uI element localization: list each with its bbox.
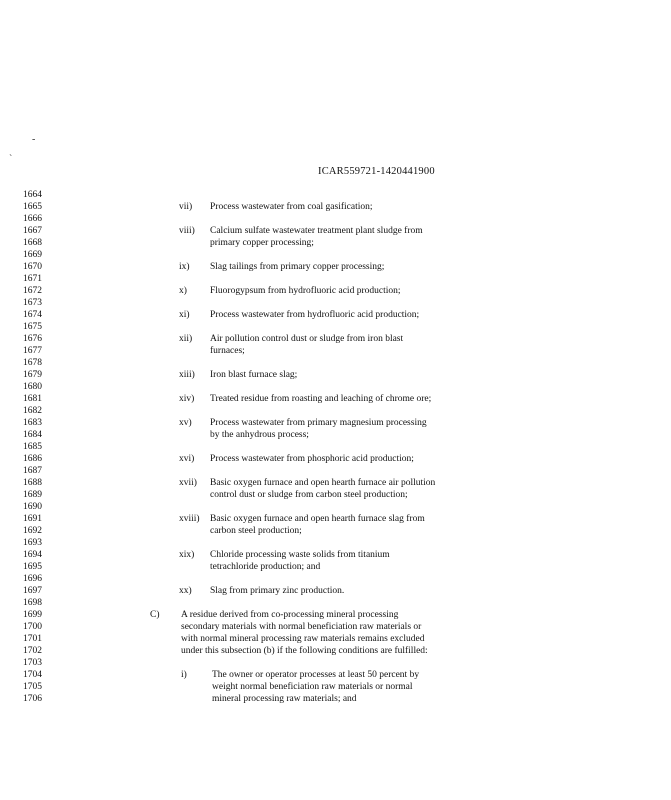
item-label: xvii) (179, 478, 197, 488)
line-number: 1671 (23, 274, 42, 284)
subitem-label: i) (181, 670, 187, 680)
line-number: 1673 (23, 298, 42, 308)
line-number: 1680 (23, 382, 42, 392)
item-text: Basic oxygen furnace and open hearth furnace air pollution (210, 478, 436, 488)
item-label: vii) (179, 202, 193, 212)
item-text: Chloride processing waste solids from titanium (210, 550, 390, 560)
subitem-text: The owner or operator processes at least 50 percent by (212, 670, 420, 680)
line-number: 1665 (23, 202, 42, 212)
line-number: 1703 (23, 658, 42, 668)
line-number: 1701 (23, 634, 42, 644)
line-number: 1684 (23, 430, 42, 440)
item-label: x) (179, 286, 187, 296)
line-number: 1681 (23, 394, 42, 404)
subitem-text: weight normal beneficiation raw materials or normal (212, 682, 413, 692)
item-label: xiii) (179, 370, 195, 380)
scan-mark: - (32, 134, 36, 145)
line-number: 1687 (23, 466, 42, 476)
line-number: 1696 (23, 574, 42, 584)
line-number: 1675 (23, 322, 42, 332)
line-number: 1678 (23, 358, 42, 368)
item-text: Process wastewater from phosphoric acid production; (210, 454, 414, 464)
item-text: Slag tailings from primary copper processing; (210, 262, 385, 272)
line-number: 1669 (23, 250, 42, 260)
item-text: primary copper processing; (210, 238, 314, 248)
line-number: 1682 (23, 406, 42, 416)
item-label: xix) (179, 550, 195, 560)
item-label: ix) (179, 262, 190, 272)
item-label: xiv) (179, 394, 195, 404)
line-number: 1672 (23, 286, 42, 296)
line-number: 1690 (23, 502, 42, 512)
line-number: 1700 (23, 622, 42, 632)
item-text: Fluorogypsum from hydrofluoric acid production; (210, 286, 401, 296)
line-number: 1704 (23, 670, 42, 680)
line-number: 1683 (23, 418, 42, 428)
item-text: Process wastewater from coal gasification; (210, 202, 373, 212)
section-text: under this subsection (b) if the following conditions are fulfilled: (181, 646, 428, 656)
line-number: 1694 (23, 550, 42, 560)
item-text: by the anhydrous process; (210, 430, 309, 440)
line-number: 1677 (23, 346, 42, 356)
item-text: tetrachloride production; and (210, 562, 321, 572)
item-label: xvi) (179, 454, 195, 464)
item-label: viii) (179, 226, 195, 236)
item-label: xv) (179, 418, 192, 428)
section-text: secondary materials with normal beneficiation raw materials or (181, 622, 422, 632)
scan-mark: ` (9, 154, 13, 165)
item-text: Calcium sulfate wastewater treatment plant sludge from (210, 226, 423, 236)
line-number: 1676 (23, 334, 42, 344)
item-text: Air pollution control dust or sludge from iron blast (210, 334, 404, 344)
section-text: with normal mineral processing raw materials remains excluded (181, 634, 425, 644)
section-label: C) (150, 610, 160, 620)
item-text: Process wastewater from primary magnesium processing (210, 418, 427, 428)
line-number: 1689 (23, 490, 42, 500)
line-number: 1668 (23, 238, 42, 248)
line-number: 1667 (23, 226, 42, 236)
line-number: 1692 (23, 526, 42, 536)
line-number: 1664 (23, 190, 42, 200)
line-number: 1695 (23, 562, 42, 572)
line-number: 1698 (23, 598, 42, 608)
item-text: Treated residue from roasting and leaching of chrome ore; (210, 394, 432, 404)
line-number: 1679 (23, 370, 42, 380)
line-number: 1705 (23, 682, 42, 692)
line-number: 1691 (23, 514, 42, 524)
item-text: control dust or sludge from carbon steel production; (210, 490, 408, 500)
document-id: ICAR559721-1420441900 (318, 166, 435, 177)
line-number: 1685 (23, 442, 42, 452)
item-text: carbon steel production; (210, 526, 302, 536)
item-text: Iron blast furnace slag; (210, 370, 298, 380)
line-number: 1686 (23, 454, 42, 464)
line-number: 1706 (23, 694, 42, 704)
line-number: 1697 (23, 586, 42, 596)
line-number: 1674 (23, 310, 42, 320)
item-text: Slag from primary zinc production. (210, 586, 345, 596)
item-label: xii) (179, 334, 193, 344)
item-text: Process wastewater from hydrofluoric acid production; (210, 310, 420, 320)
line-number: 1688 (23, 478, 42, 488)
item-text: Basic oxygen furnace and open hearth furnace slag from (210, 514, 425, 524)
line-number: 1670 (23, 262, 42, 272)
item-label: xviii) (179, 514, 200, 524)
line-number: 1693 (23, 538, 42, 548)
item-label: xi) (179, 310, 190, 320)
subitem-text: mineral processing raw materials; and (212, 694, 357, 704)
line-number: 1666 (23, 214, 42, 224)
line-number: 1702 (23, 646, 42, 656)
item-text: furnaces; (210, 346, 245, 356)
item-label: xx) (179, 586, 192, 596)
section-text: A residue derived from co-processing mineral processing (181, 610, 399, 620)
line-number: 1699 (23, 610, 42, 620)
